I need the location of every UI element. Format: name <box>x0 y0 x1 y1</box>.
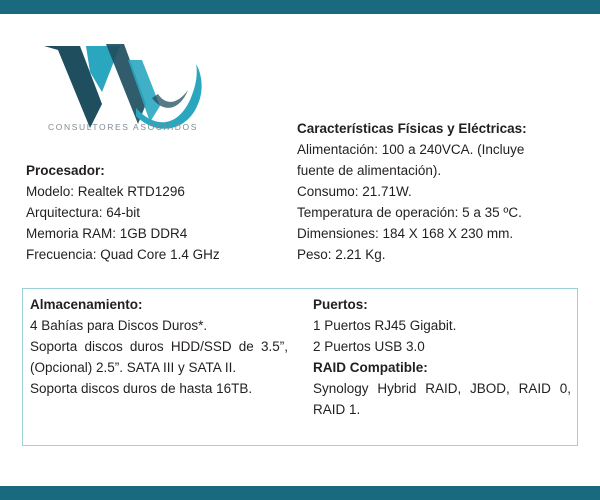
almacenamiento-line-bahias: 4 Bahías para Discos Duros*. <box>30 318 208 333</box>
procesador-line-modelo: Modelo: Realtek RTD1296 <box>26 184 185 199</box>
fisicas-line-dimensiones: Dimensiones: 184 X 168 X 230 mm. <box>297 226 514 241</box>
fisicas-line-peso: Peso: 2.21 Kg. <box>297 247 386 262</box>
procesador-line-ram: Memoria RAM: 1GB DDR4 <box>26 226 188 241</box>
procesador-line-arquitectura: Arquitectura: 64-bit <box>26 205 141 220</box>
fisicas-line-alimentacion-2: fuente de alimentación). <box>297 163 442 178</box>
fisicas-line-temperatura: Temperatura de operación: 5 a 35 ºC. <box>297 205 522 220</box>
puertos-line-rj45: 1 Puertos RJ45 Gigabit. <box>313 318 457 333</box>
logo-caption: CONSULTORES ASOCIADOS <box>48 122 198 132</box>
bottom-accent-bar <box>0 486 600 500</box>
fisicas-line-alimentacion-1: Alimentación: 100 a 240VCA. (Incluye <box>297 142 525 157</box>
fisicas-heading: Características Físicas y Eléctricas: <box>297 121 527 136</box>
raid-line-tipos: Synology Hybrid RAID, JBOD, RAID 0, RAID 1. <box>313 381 571 417</box>
procesador-line-frecuencia: Frecuencia: Quad Core 1.4 GHz <box>26 247 220 262</box>
vam-logo-icon <box>28 38 218 133</box>
puertos-line-usb: 2 Puertos USB 3.0 <box>313 339 425 354</box>
puertos-heading: Puertos: <box>313 297 368 312</box>
section-caracteristicas-fisicas <box>297 118 587 265</box>
section-almacenamiento <box>30 294 288 399</box>
almacenamiento-line-capacidad: Soporta discos duros de hasta 16TB. <box>30 381 253 396</box>
section-procesador <box>26 160 276 265</box>
procesador-heading: Procesador: <box>26 163 105 178</box>
top-accent-bar <box>0 0 600 14</box>
almacenamiento-heading: Almacenamiento: <box>30 297 143 312</box>
raid-heading: RAID Compatible: <box>313 360 428 375</box>
fisicas-line-consumo: Consumo: 21.71W. <box>297 184 412 199</box>
section-puertos <box>313 294 571 420</box>
almacenamiento-line-soporta-hdd: Soporta discos duros HDD/SSD de 3.5”,(Opcional) 2.5”. SATA III y SATA II. <box>30 339 288 375</box>
